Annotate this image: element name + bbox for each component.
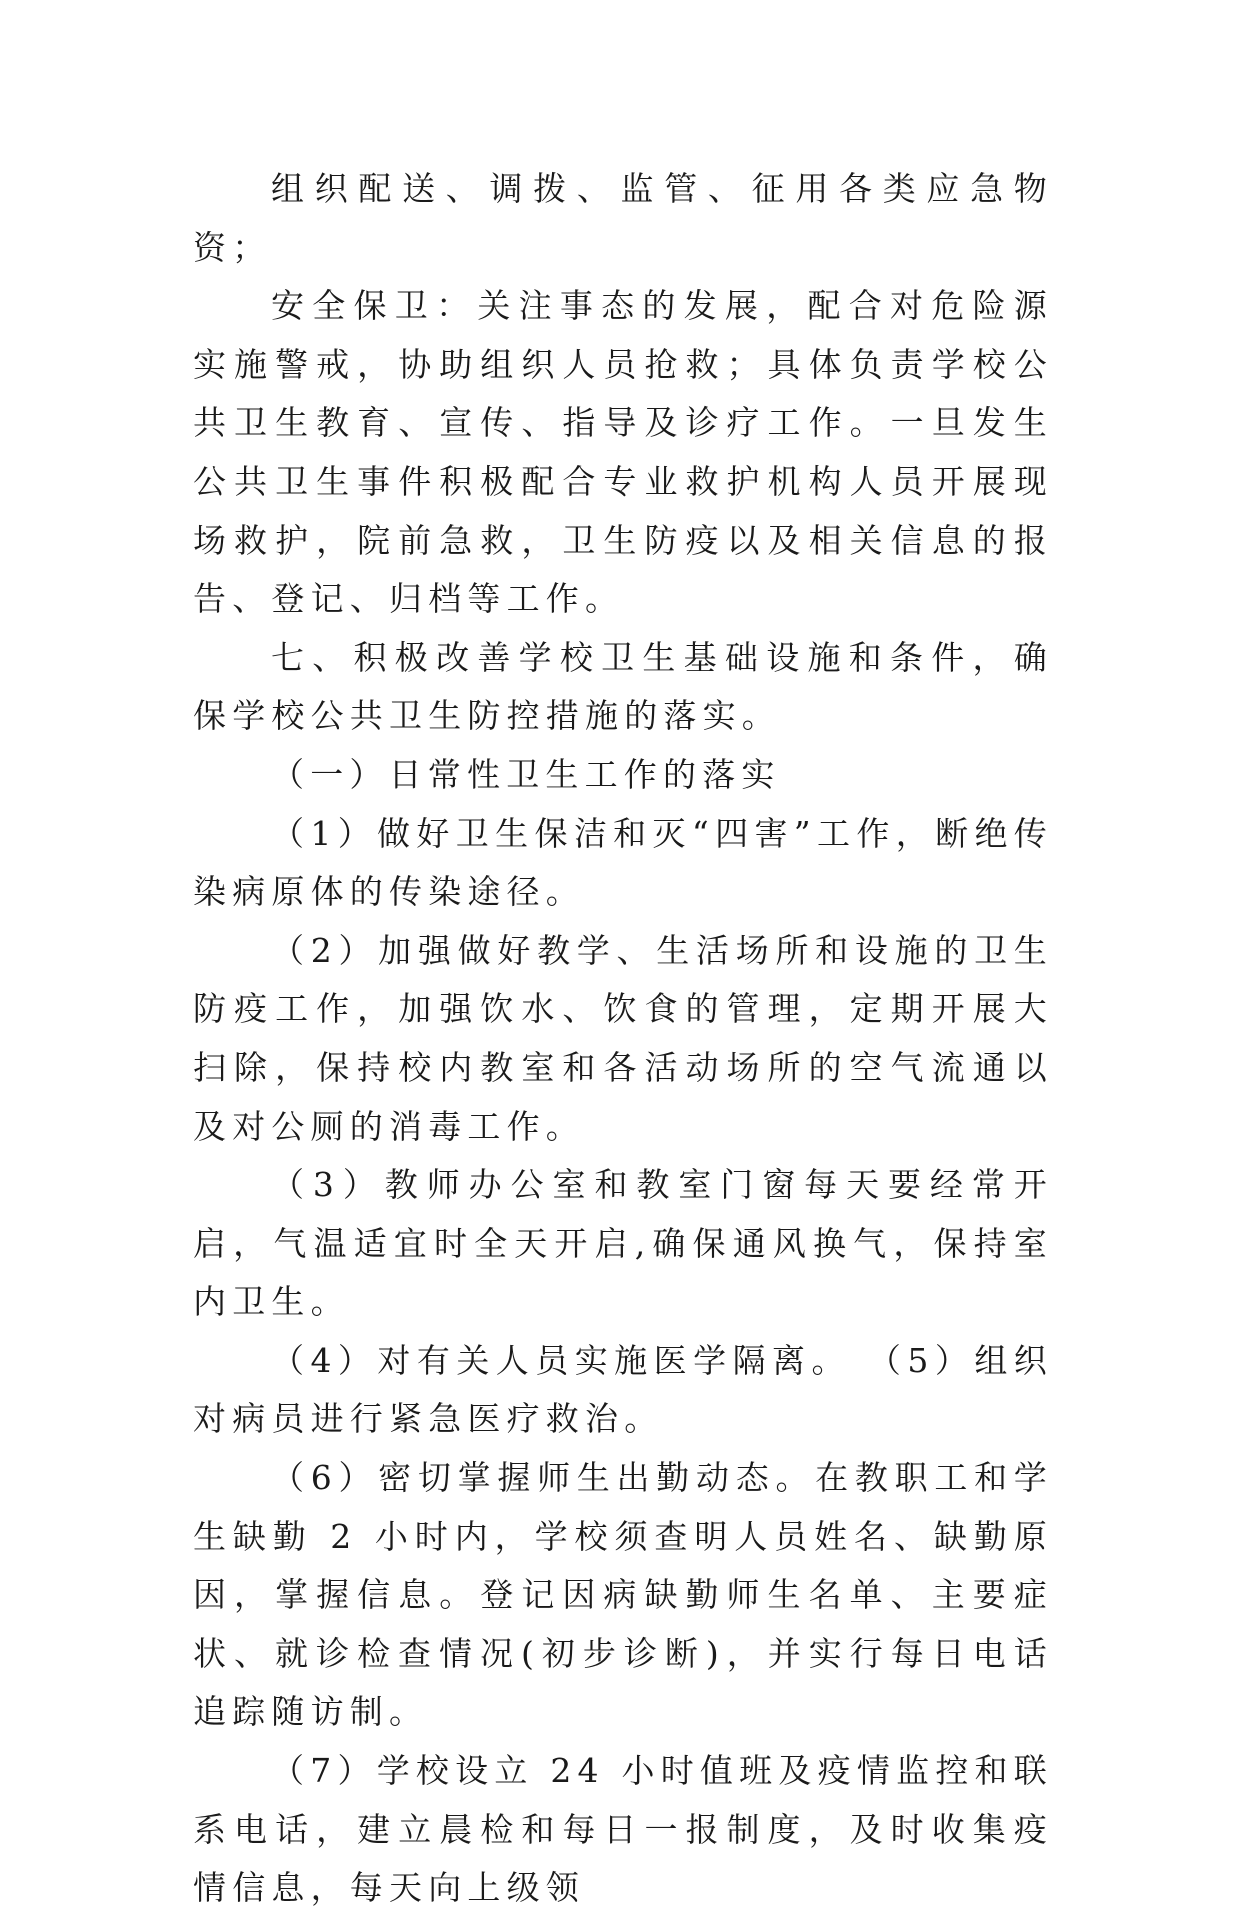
paragraph-item-6: （6）密切掌握师生出勤动态。在教职工和学生缺勤 2 小时内，学校须查明人员姓名、缺勤原因，掌握信息。登记因病缺勤师生名单、主要症状、就诊检查情况(初步诊断)，并实行每日电话追踪随访制。 bbox=[193, 1458, 1053, 1732]
paragraph-item-2: （2）加强做好教学、生活场所和设施的卫生防疫工作，加强饮水、饮食的管理，定期开展大扫除，保持校内教室和各活动场所的空气流通以及对公厕的消毒工作。 bbox=[193, 930, 1053, 1146]
paragraph-item-3: （3）教师办公室和教室门窗每天要经常开启，气温适宜时全天开启,确保通风换气，保持室内卫生。 bbox=[193, 1165, 1053, 1322]
paragraph-item-1: （1）做好卫生保洁和灭“四害”工作，断绝传染病原体的传染途径。 bbox=[193, 813, 1053, 912]
paragraph-section-seven: 七、积极改善学校卫生基础设施和条件，确保学校公共卫生防控措施的落实。 bbox=[193, 637, 1053, 736]
paragraph-security: 安全保卫：关注事态的发展，配合对危险源实施警戒，协助组织人员抢救；具体负责学校公共卫生教育、宣传、指导及诊疗工作。一旦发生公共卫生事件积极配合专业救护机构人员开展现场救护，院前急救，卫生防疫以及相关信息的报告、登记、归档等工作。 bbox=[193, 286, 1053, 619]
paragraph-item-7: （7）学校设立 24 小时值班及疫情监控和联系电话，建立晨检和每日一报制度，及时收集疫情信息，每天向上级领 bbox=[193, 1751, 1053, 1908]
paragraph-item-4-5: （4）对有关人员实施医学隔离。 （5）组织对病员进行紧急医疗救治。 bbox=[193, 1340, 1053, 1439]
paragraph-subsection-one: （一）日常性卫生工作的落实 bbox=[271, 754, 781, 794]
document-page bbox=[193, 160, 1053, 1908]
paragraph-supplies: 组织配送、调拨、监管、征用各类应急物资； bbox=[193, 169, 1053, 267]
